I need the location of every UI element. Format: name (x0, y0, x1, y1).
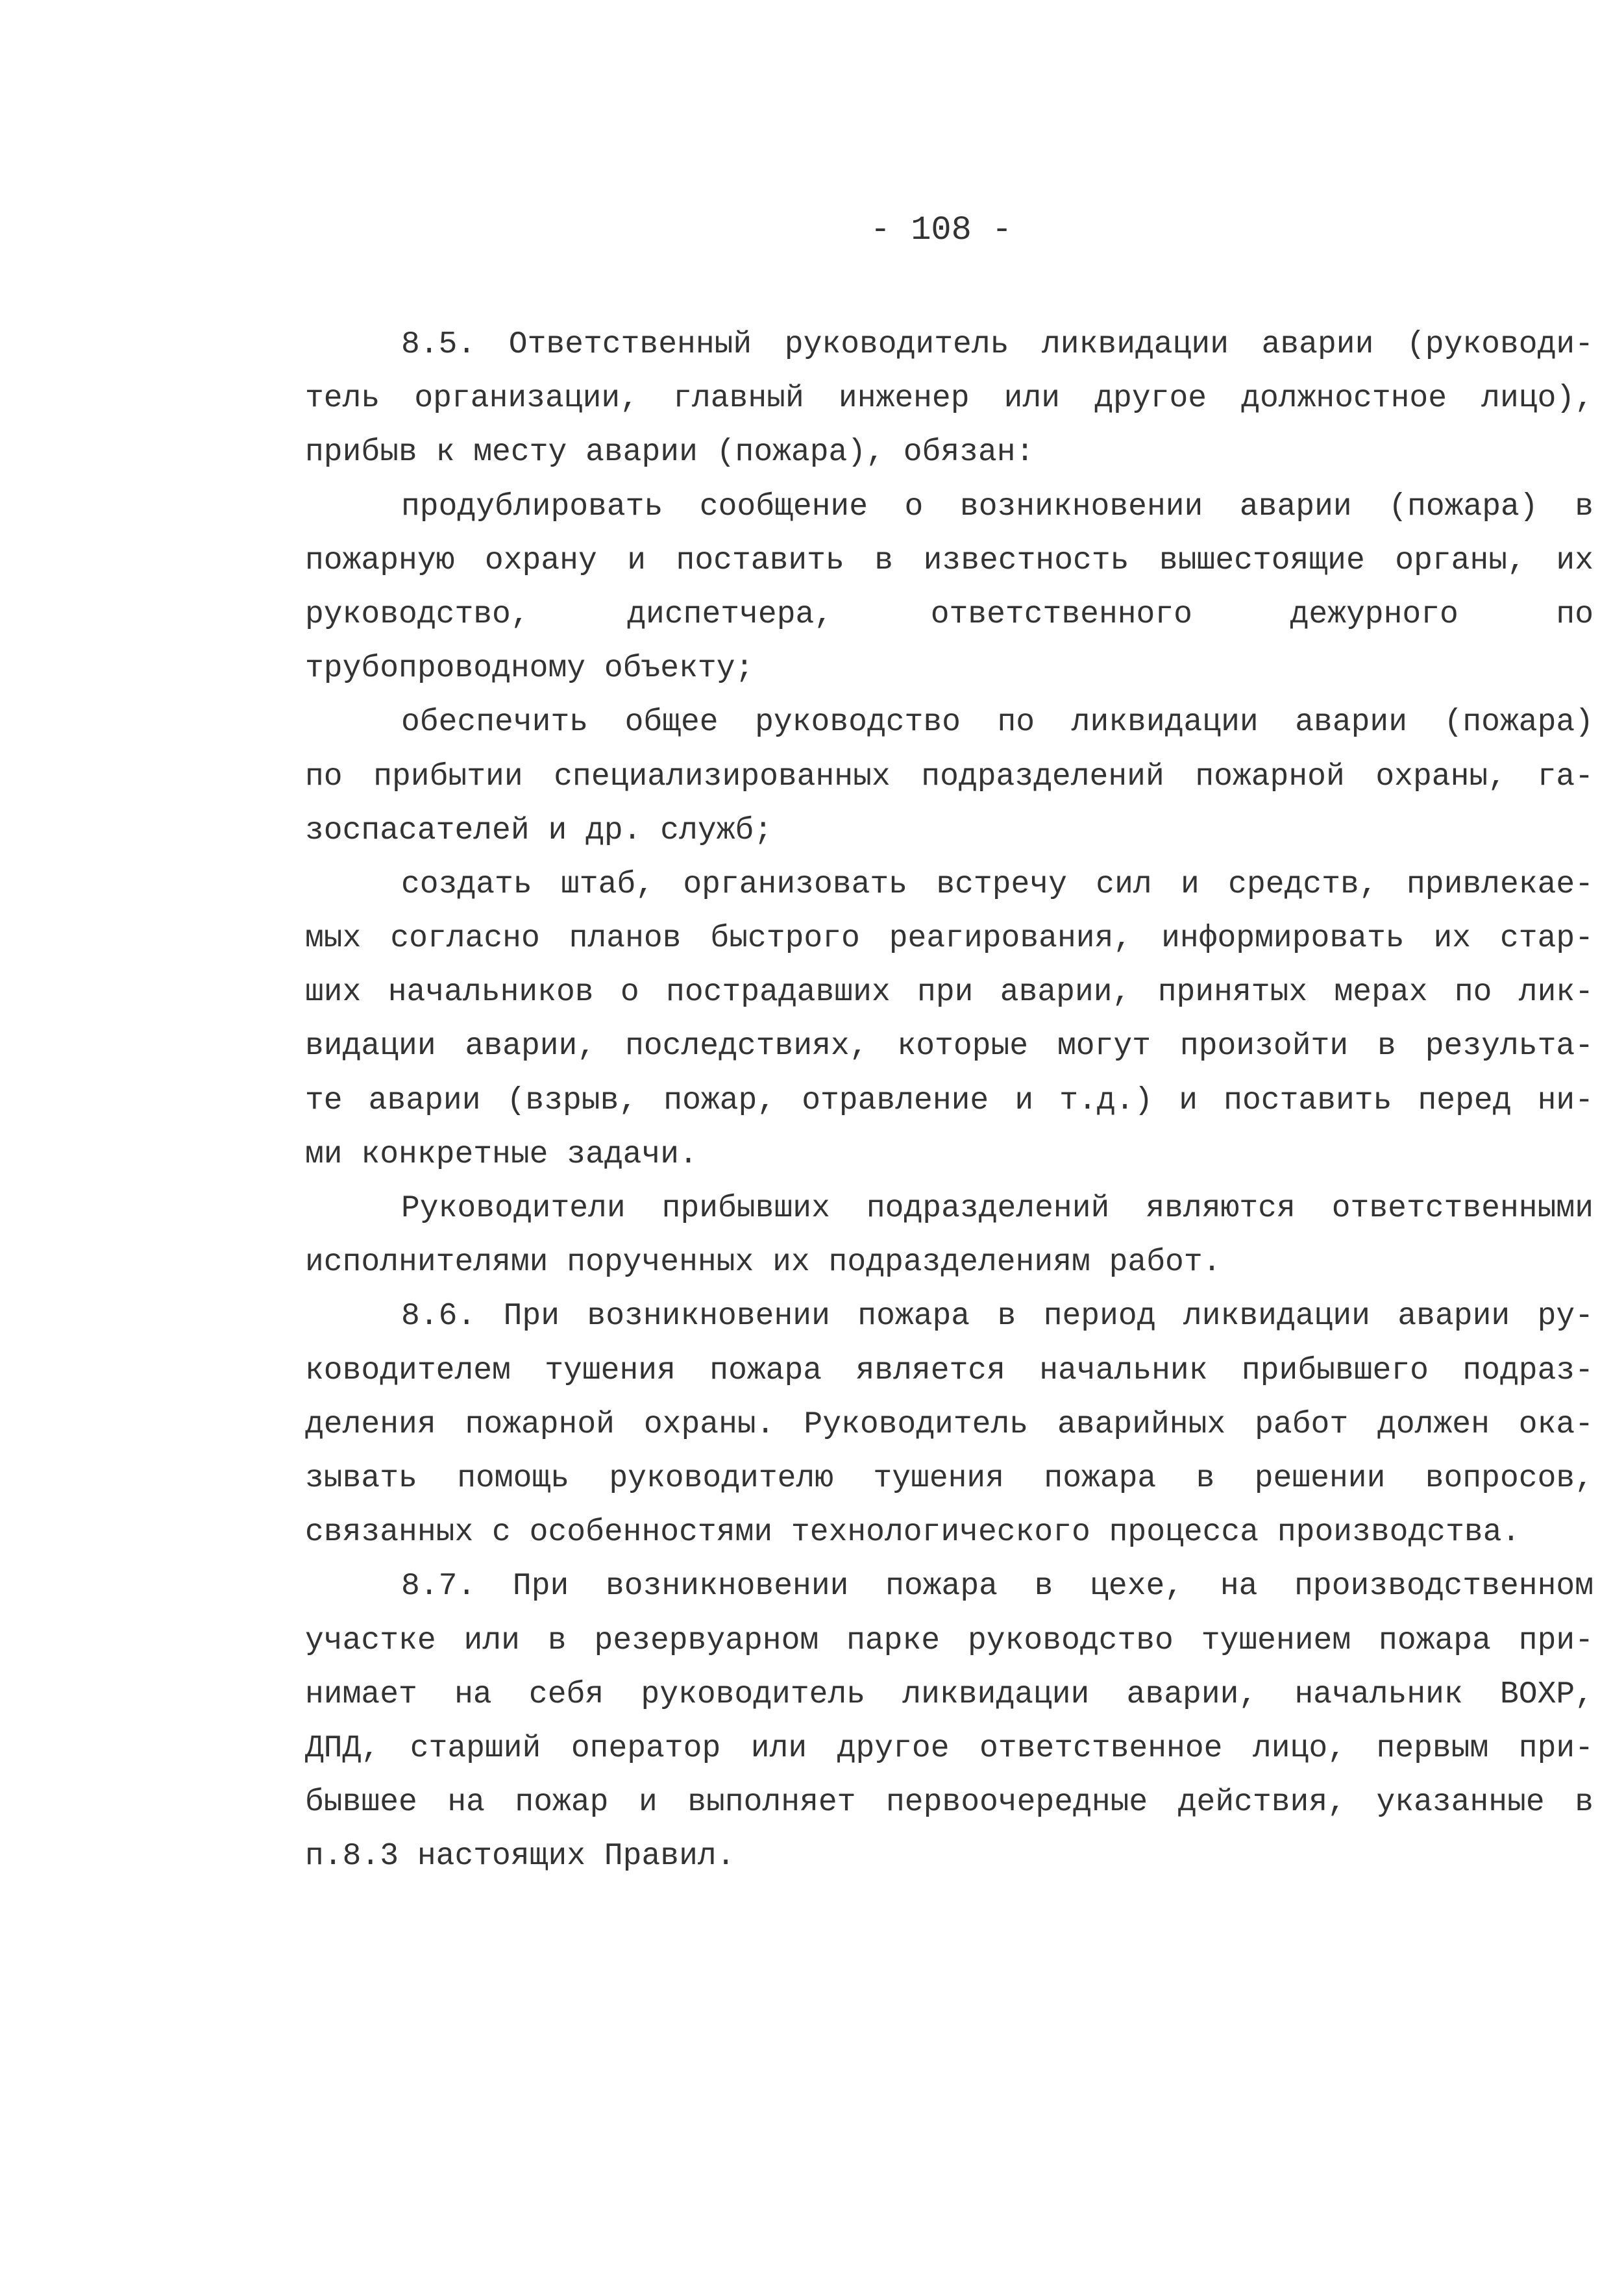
text-line: ководителем тушения пожара является начальник прибывшего подраз- (305, 1353, 1593, 1388)
text-line: п.8.3 настоящих Правил. (305, 1839, 735, 1874)
text-line: мых согласно планов быстрого реагирования, информировать их стар- (305, 921, 1593, 957)
text-line: создать штаб, организовать встречу сил и средств, привлекае- (401, 866, 1593, 902)
paragraph-produblirovat (305, 480, 1593, 696)
paragraph-obespechit (305, 696, 1593, 858)
text-line: обеспечить общее руководство по ликвидации аварии (пожара) (401, 705, 1593, 741)
text-line: связанных с особенностями технологического процесса производства. (305, 1515, 1521, 1551)
text-line: деления пожарной охраны. Руководитель аварийных работ должен ока- (305, 1407, 1593, 1442)
text-line: 8.6. При возникновении пожара в период ликвидации аварии ру- (401, 1299, 1593, 1334)
text-line: ми конкретные задачи. (305, 1137, 698, 1172)
text-line: 8.7. При возникновении пожара в цехе, на производственном (401, 1569, 1593, 1604)
text-line: нимает на себя руководитель ликвидации аварии, начальник ВОХР, (305, 1677, 1593, 1712)
text-line: зоспасателей и др. служб; (305, 813, 773, 848)
text-line: руководство, диспетчера, ответственного дежурного по (305, 596, 1593, 632)
text-line: зывать помощь руководителю тушения пожара в решении вопросов, (305, 1460, 1593, 1496)
document-body (305, 318, 1593, 1884)
text-line: 8.5. Ответственный руководитель ликвидации аварии (руководи- (401, 327, 1593, 362)
text-line: продублировать сообщение о возникновении аварии (пожара) в (401, 489, 1593, 524)
text-line: пожарную охрану и поставить в известность вышестоящие органы, их (305, 543, 1593, 578)
text-line: те аварии (взрыв, пожар, отравление и т.д.) и поставить перед ни- (305, 1083, 1593, 1118)
text-line: ДПД, старший оператор или другое ответственное лицо, первым при- (305, 1730, 1593, 1766)
paragraph-8-5 (305, 318, 1593, 480)
text-line: по прибытии специализированных подразделений пожарной охраны, га- (305, 759, 1593, 794)
text-line: исполнителями порученных их подразделениям работ. (305, 1245, 1222, 1281)
text-line: ших начальников о пострадавших при аварии, принятых мерах по лик- (305, 975, 1593, 1011)
text-line: трубопроводному объекту; (305, 651, 754, 687)
text-line: бывшее на пожар и выполняет первоочередные действия, указанные в (305, 1785, 1593, 1821)
text-line: прибыв к месту аварии (пожара), обязан: (305, 435, 1035, 471)
paragraph-8-7 (305, 1560, 1593, 1884)
page-number: - 108 - (870, 211, 1013, 249)
paragraph-rukovoditeli (305, 1182, 1593, 1290)
text-line: видации аварии, последствиях, которые могут произойти в результа- (305, 1029, 1593, 1064)
text-line: участке или в резервуарном парке руководство тушением пожара при- (305, 1623, 1593, 1658)
text-line: тель организации, главный инженер или другое должностное лицо), (305, 381, 1593, 417)
text-line: Руководители прибывших подразделений являются ответственными (401, 1191, 1593, 1226)
paragraph-sozdat (305, 858, 1593, 1182)
paragraph-8-6 (305, 1290, 1593, 1560)
